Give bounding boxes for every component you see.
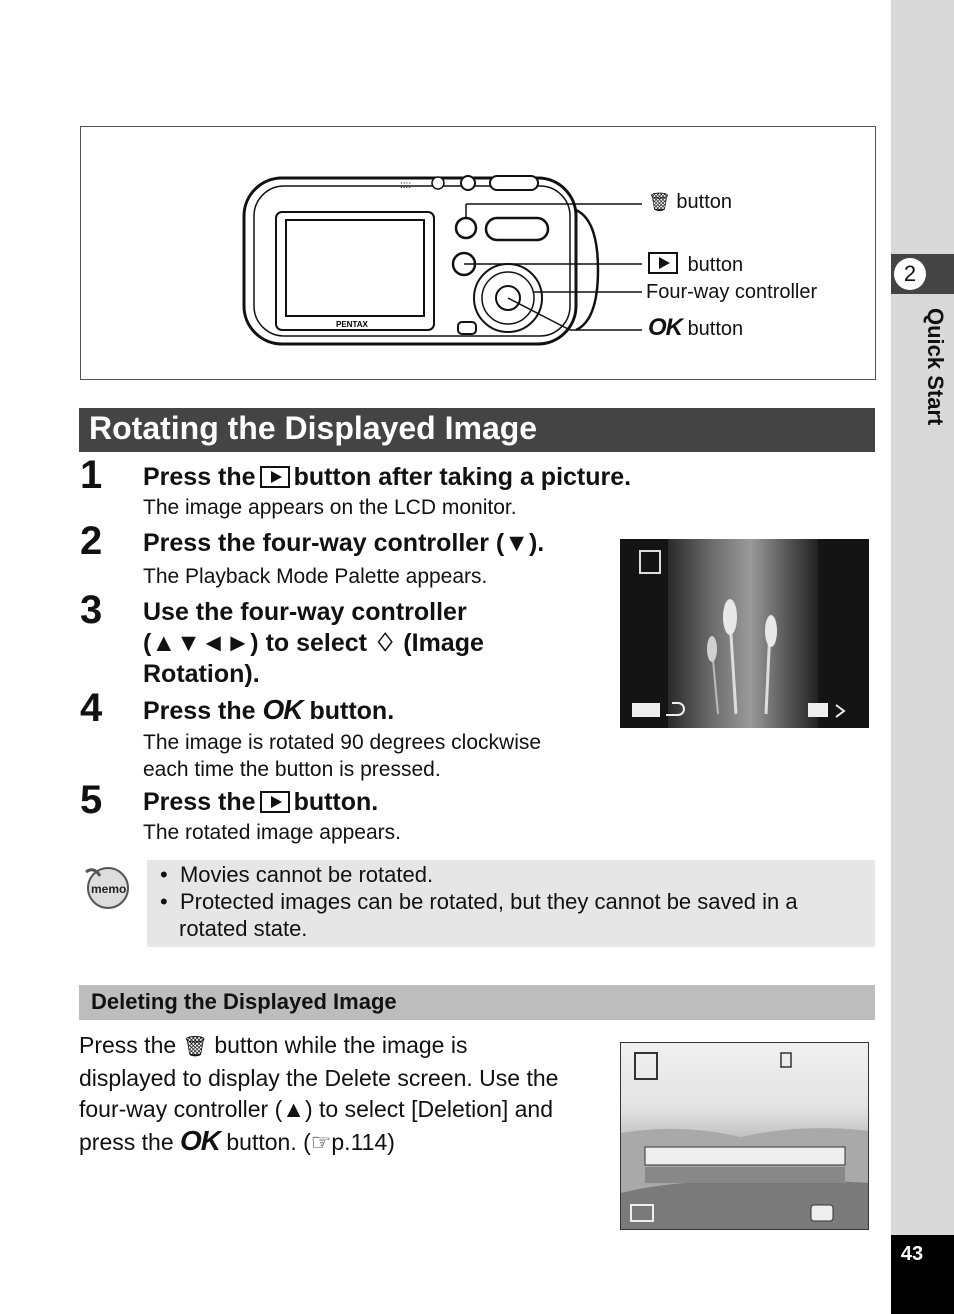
step-title: Press the button after taking a picture. <box>143 463 632 491</box>
brand-label: PENTAX <box>336 320 368 329</box>
trash-button-shape <box>456 218 476 238</box>
step-description: The image appears on the LCD monitor. <box>143 496 517 519</box>
ok-icon: OK <box>180 1125 220 1156</box>
four-way-callout: Four-way controller <box>646 281 818 303</box>
chapter-number: 2 <box>894 258 926 290</box>
ok-icon: OK <box>648 314 682 341</box>
play-icon <box>260 466 290 488</box>
side-margin-bar <box>891 0 954 1314</box>
trash-button-callout: 🗑 button <box>648 191 733 213</box>
step-title: Press the four-way controller (▼). <box>143 529 545 557</box>
step-number: 2 <box>80 519 103 563</box>
svg-text:::::: :::: <box>400 180 412 191</box>
lcd-photo-beach <box>621 1043 869 1230</box>
step-title: Press the button. <box>143 788 379 816</box>
memo-item-continued: rotated state. <box>179 916 308 941</box>
body-paragraph: Press the 🗑 button while the image is displayed to display the Delete screen. Use the four-way controller (▲) to select [Deletion] and press the OK button. (☞p.114) <box>79 1032 559 1156</box>
section-title: Rotating the Displayed Image <box>89 410 538 446</box>
subsection-title: Deleting the Displayed Image <box>91 989 397 1014</box>
step-number: 1 <box>80 453 103 497</box>
lcd-photo-flowers <box>620 539 869 728</box>
memo-icon <box>80 866 132 910</box>
step-description: The image is rotated 90 degrees clockwise each time the button is pressed. <box>143 731 542 781</box>
ok-button-callout: OK button <box>648 314 744 341</box>
lcd-screen-delete <box>620 1042 869 1230</box>
step-description: The rotated image appears. <box>143 821 401 844</box>
step-number: 5 <box>80 778 103 822</box>
chapter-title: Quick Start <box>923 308 948 426</box>
camera-back-illustration <box>240 170 650 350</box>
trash-icon: 🗑 <box>648 192 671 212</box>
play-button-callout: button <box>648 252 743 277</box>
memo-item: • Protected images can be rotated, but they cannot be saved in a <box>160 889 798 914</box>
step-title: Use the four-way controller (▲▼◄►) to select ♢ (Image Rotation). <box>143 598 484 688</box>
svg-text:memo: memo <box>91 882 127 896</box>
play-icon <box>648 252 678 274</box>
step-number: 4 <box>80 686 103 730</box>
play-icon <box>260 791 290 813</box>
step-title: Press the OK button. <box>143 694 395 725</box>
step-description: The Playback Mode Palette appears. <box>143 565 488 588</box>
page-number: 43 <box>900 1243 924 1265</box>
step-number: 3 <box>80 588 103 632</box>
trash-icon: 🗑 <box>182 1036 208 1058</box>
lcd-screen-playback-palette <box>620 539 869 728</box>
memo-item: • Movies cannot be rotated. <box>160 862 434 887</box>
ok-icon: OK <box>262 694 303 725</box>
